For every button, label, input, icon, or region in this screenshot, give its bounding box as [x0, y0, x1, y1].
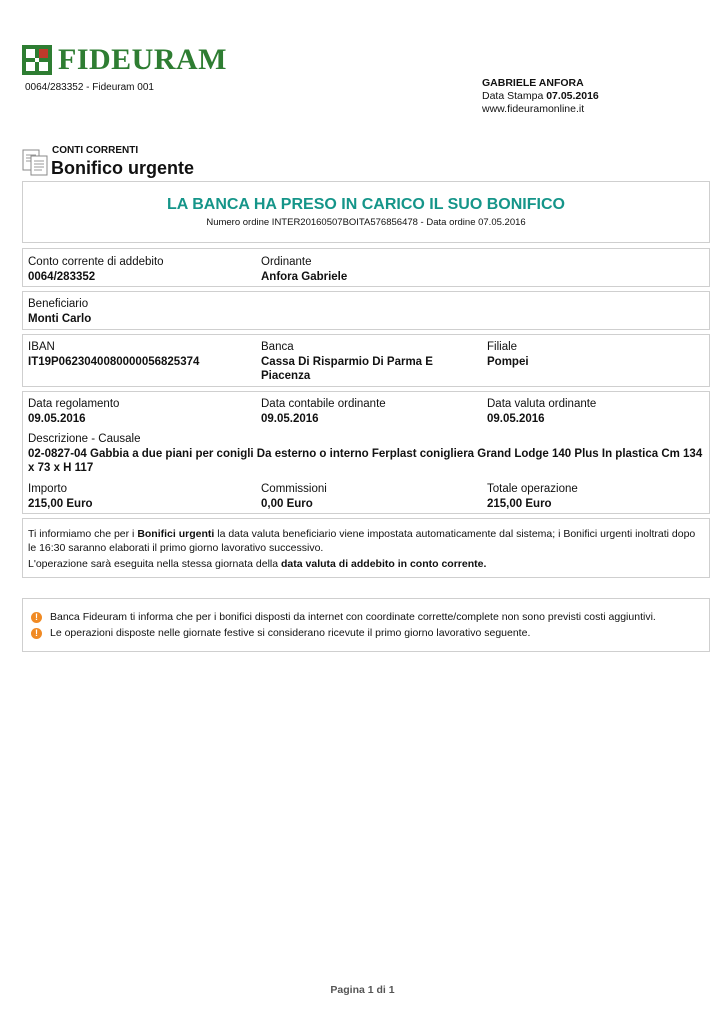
note-paragraph-1 — [28, 527, 704, 555]
document-transfer-icon — [22, 148, 48, 176]
banner-title: LA BANCA HA PRESO IN CARICO IL SUO BONIFICO — [167, 196, 565, 213]
info-item-text: Le operazioni disposte nelle giornate festive si considerano ricevute il primo giorno lavorativo seguente. — [50, 627, 531, 639]
iban-field — [28, 340, 199, 369]
confirmation-banner — [22, 181, 710, 243]
note-bold-text: data valuta di addebito in conto corrente. — [281, 558, 487, 570]
value-date-field — [487, 397, 596, 426]
note-paragraph-2 — [28, 557, 704, 571]
orderer-value: Anfora Gabriele — [261, 270, 348, 283]
print-date-label: Data Stampa — [482, 90, 544, 102]
document-header — [22, 42, 712, 122]
beneficiary-field — [28, 297, 91, 326]
bank-field — [261, 340, 461, 384]
value-date-value: 09.05.2016 — [487, 412, 545, 425]
note-text: L'operazione sarà eseguita nella stessa giornata della — [28, 558, 282, 570]
info-item — [31, 609, 701, 625]
fideuram-logo-mark-icon — [22, 45, 52, 75]
info-item-text: Banca Fideuram ti informa che per i bonifici disposti da internet con coordinate corrette/complete non sono previsti costi aggiuntivi. — [50, 611, 656, 623]
total-field — [487, 482, 578, 511]
website-link[interactable]: www.fideuramonline.it — [482, 103, 585, 115]
fees-value: 0,00 Euro — [261, 497, 313, 510]
bank-info-box — [22, 334, 710, 387]
note-text: Ti informiamo che per i — [28, 528, 138, 540]
iban-value: IT19P0623040080000056825374 — [28, 355, 200, 368]
section-subtitle: CONTI CORRENTI — [52, 145, 139, 156]
description-label: Descrizione - Causale — [28, 433, 141, 445]
fees-field — [261, 482, 327, 511]
section-heading — [22, 145, 422, 179]
debit-account-field — [28, 255, 164, 284]
accounting-date-value: 09.05.2016 — [261, 412, 319, 425]
bank-label: Banca — [261, 341, 294, 353]
fees-label: Commissioni — [261, 483, 327, 495]
beneficiary-label: Beneficiario — [28, 298, 89, 310]
amount-label: Importo — [28, 483, 67, 495]
print-date-line — [482, 90, 599, 103]
settlement-date-label: Data regolamento — [28, 398, 120, 410]
settlement-date-value: 09.05.2016 — [28, 412, 86, 425]
total-label: Totale operazione — [487, 483, 578, 495]
section-title: Bonifico urgente — [51, 158, 194, 178]
iban-label: IBAN — [28, 341, 55, 353]
amount-field — [28, 482, 93, 511]
user-name: GABRIELE ANFORA — [482, 77, 584, 89]
total-value: 215,00 Euro — [487, 497, 552, 510]
branch-value: Pompei — [487, 355, 529, 368]
page-number: Pagina 1 di 1 — [330, 984, 395, 996]
fideuram-logo — [22, 42, 227, 78]
branch-field — [487, 340, 529, 369]
order-number-line: Numero ordine INTER20160507BOITA576856478 - Data ordine 07.05.2016 — [206, 217, 526, 228]
debit-account-box — [22, 248, 710, 287]
orderer-label: Ordinante — [261, 256, 312, 268]
accounting-date-field — [261, 397, 386, 426]
brand-name: FIDEURAM — [58, 43, 227, 76]
debit-account-value: 0064/283352 — [28, 270, 96, 283]
print-date: 07.05.2016 — [546, 90, 599, 102]
warning-icon: ! — [31, 628, 42, 639]
description-field — [28, 432, 704, 476]
account-line: 0064/283352 - Fideuram 001 — [25, 82, 154, 93]
urgent-transfer-notes — [22, 518, 710, 578]
note-text: la data valuta beneficiario viene impostata automaticamente dal sistema; i Bonifici urgenti inoltrati dopo le 16:30 saranno elaborati il primo giorno lavorativo successivo. — [28, 528, 696, 554]
user-block — [482, 77, 599, 116]
info-box — [22, 598, 710, 652]
warning-icon: ! — [31, 612, 42, 623]
beneficiary-box — [22, 291, 710, 330]
accounting-date-label: Data contabile ordinante — [261, 398, 386, 410]
orderer-field — [261, 255, 347, 284]
bank-value: Cassa Di Risparmio Di Parma E Piacenza — [261, 355, 433, 382]
note-bold-text: Bonifici urgenti — [137, 528, 215, 540]
value-date-label: Data valuta ordinante — [487, 398, 597, 410]
debit-account-label: Conto corrente di addebito — [28, 256, 164, 268]
beneficiary-value: Monti Carlo — [28, 312, 92, 325]
description-value: 02-0827-04 Gabbia a due piani per conigli Da esterno o interno Ferplast conigliera Grand Lodge 140 Plus In plastica Cm 134 x 73 x H 117 — [28, 447, 703, 474]
branch-label: Filiale — [487, 341, 518, 353]
info-item — [31, 625, 701, 641]
transfer-details-box — [22, 391, 710, 514]
amount-value: 215,00 Euro — [28, 497, 93, 510]
settlement-date-field — [28, 397, 119, 426]
